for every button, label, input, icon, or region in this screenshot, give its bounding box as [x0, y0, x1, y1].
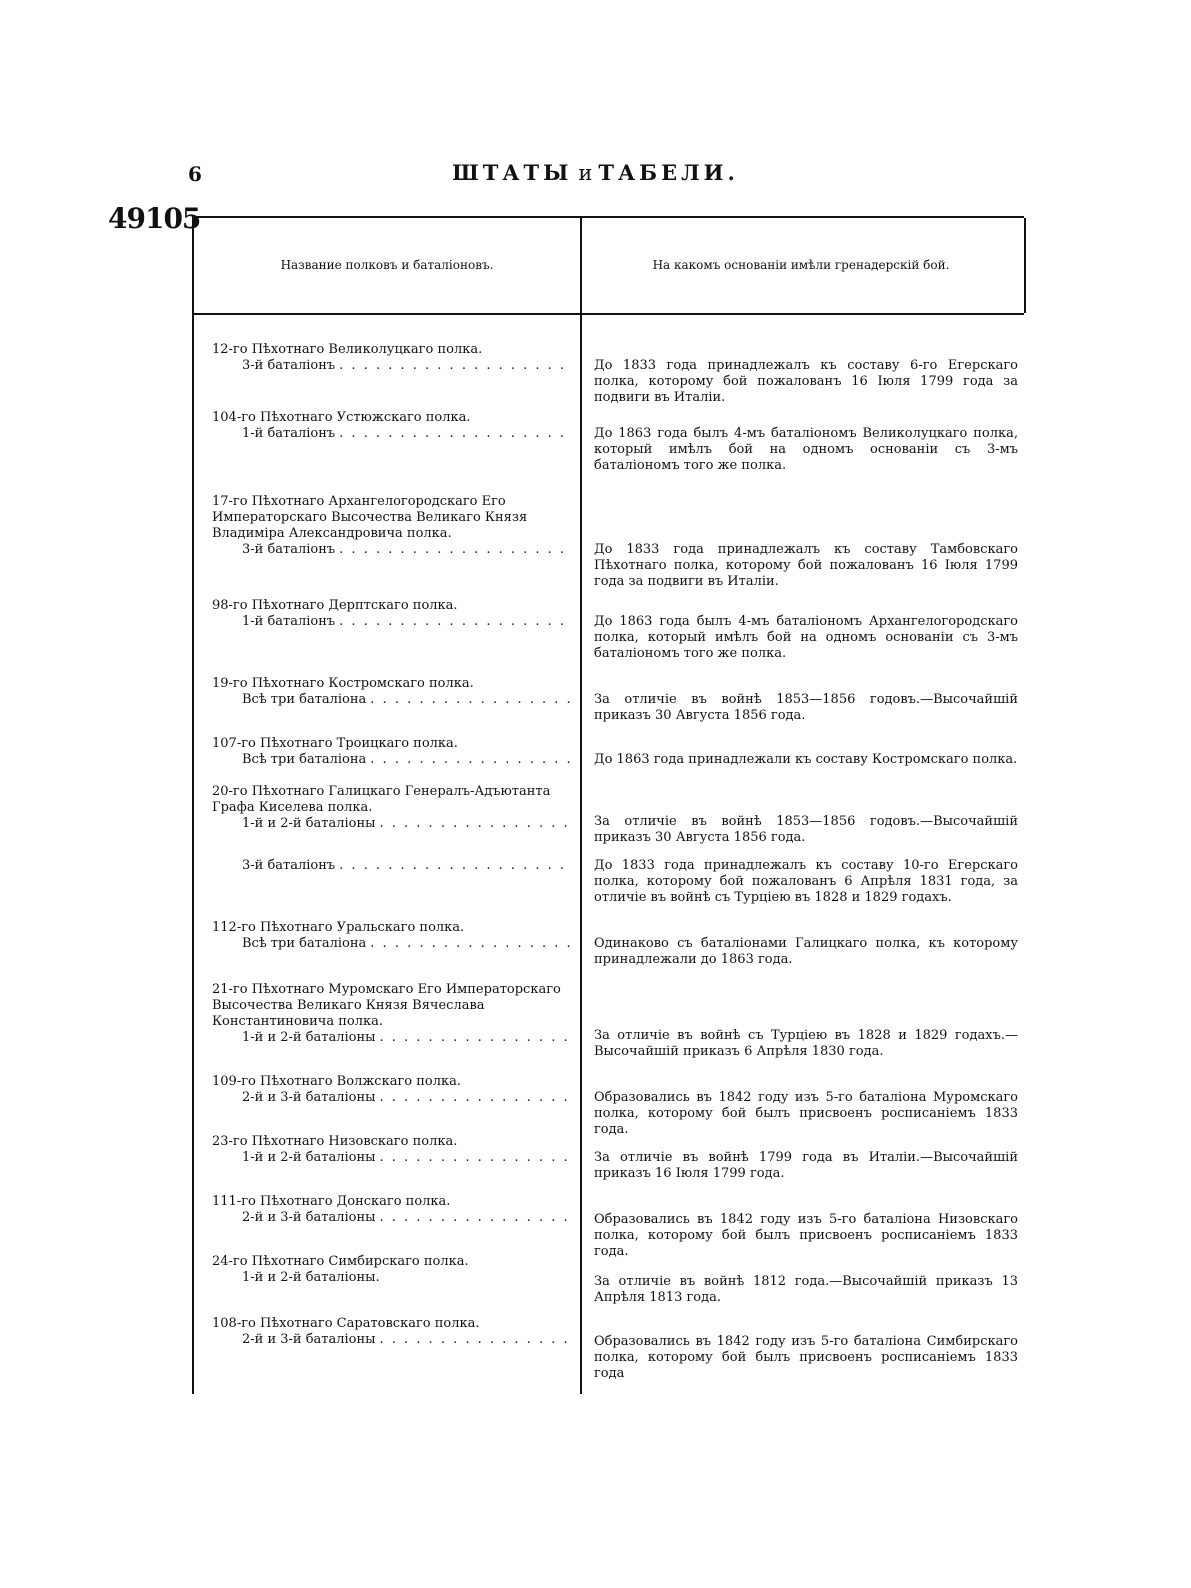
battalion: 2-й и 3-й баталіоны: [242, 1332, 376, 1347]
grenadier-basis: До 1833 года принадлежалъ къ составу 6-го Егерскаго полка, которому бой пожалованъ 16 Іюля 1799 года за подвиги въ Италіи.: [594, 358, 1018, 405]
battalion: Всѣ три баталіона: [242, 752, 367, 767]
column-divider: [580, 218, 582, 1394]
unit-name: 109-го Пѣхотнаго Волжскаго полка.: [212, 1074, 461, 1089]
title-part-a: ШТАТЫ: [452, 160, 573, 185]
unit-name: 23-го Пѣхотнаго Низовскаго полка.: [212, 1134, 458, 1149]
unit-name: 24-го Пѣхотнаго Симбирскаго полка.: [212, 1254, 469, 1269]
unit-name: 21-го Пѣхотнаго Муромскаго Его Императорскаго Высочества Великаго Князя Вячеслава Константиновича полка.: [212, 982, 561, 1029]
grenadier-basis: За отличіе въ войнѣ 1853—1856 годовъ.—Высочайшій приказъ 30 Августа 1856 года.: [594, 814, 1018, 845]
grenadier-basis: До 1833 года принадлежалъ къ составу 10-го Егерскаго полка, которому бой пожалованъ 6 Апрѣля 1831 года, за отличіе въ войнѣ съ Турціею въ 1828 и 1829 годахъ.: [594, 858, 1018, 905]
unit-name: 111-го Пѣхотнаго Донскаго полка.: [212, 1194, 451, 1209]
unit-name: 104-го Пѣхотнаго Устюжскаго полка.: [212, 410, 471, 425]
grenadier-basis: За отличіе въ войнѣ съ Турціею въ 1828 и 1829 годахъ.—Высочайшій приказъ 6 Апрѣля 1830 года.: [594, 1028, 1018, 1059]
battalion: 3-й баталіонъ: [242, 542, 336, 557]
title-part-b: ТАБЕЛИ.: [598, 160, 739, 185]
table-row: [198, 784, 570, 832]
battalion: 1-й баталіонъ: [242, 426, 336, 441]
table-row: [198, 342, 570, 374]
page-number: 6: [188, 162, 202, 186]
grenadier-basis: За отличіе въ войнѣ 1799 года въ Италіи.—Высочайшій приказъ 16 Іюля 1799 года.: [594, 1150, 1018, 1181]
unit-name: 107-го Пѣхотнаго Троицкаго полка.: [212, 736, 458, 751]
table-row: [198, 982, 570, 1046]
grenadier-basis: До 1833 года принадлежалъ къ составу Тамбовскаго Пѣхотнаго полка, которому бой пожалованъ 16 Іюля 1799 года за подвиги въ Италіи.: [594, 542, 1018, 589]
battalion: 1-й и 2-й баталіоны.: [242, 1270, 380, 1285]
title-conjunction: и: [578, 161, 593, 185]
document-number: 49105: [108, 202, 201, 235]
unit-name: 98-го Пѣхотнаго Дерптскаго полка.: [212, 598, 458, 613]
battalion: 3-й баталіонъ: [242, 358, 336, 373]
unit-name: 12-го Пѣхотнаго Великолуцкаго полка.: [212, 342, 483, 357]
table-row: [198, 1194, 570, 1226]
grenadier-basis: Образовались въ 1842 году изъ 5-го баталіона Низовскаго полка, которому бой былъ присвоенъ росписаніемъ 1833 года.: [594, 1212, 1018, 1259]
unit-name: 19-го Пѣхотнаго Костромскаго полка.: [212, 676, 474, 691]
table-row: [198, 494, 570, 558]
table-row: [198, 676, 570, 708]
header-divider: [194, 313, 1024, 315]
table-row: [198, 1074, 570, 1106]
column-header-basis: На какомъ основаніи имѣли гренадерскій бой.: [652, 258, 950, 272]
table-right-rule: [1024, 218, 1026, 313]
battalion: Всѣ три баталіона: [242, 692, 367, 707]
battalion: 1-й и 2-й баталіоны: [242, 1150, 376, 1165]
grenadier-basis: До 1863 года былъ 4-мъ баталіономъ Великолуцкаго полка, который имѣлъ бой на одномъ основаніи съ 3-мъ баталіономъ того же полка.: [594, 426, 1018, 473]
table-row: [198, 410, 570, 442]
unit-name: 108-го Пѣхотнаго Саратовскаго полка.: [212, 1316, 480, 1331]
grenadier-basis: До 1863 года былъ 4-мъ баталіономъ Архангелогородскаго полка, который имѣлъ бой на одномъ основаніи съ 3-мъ баталіономъ того же полка.: [594, 614, 1018, 661]
grenadier-basis: Образовались въ 1842 году изъ 5-го баталіона Симбирскаго полка, которому бой былъ присвоенъ росписаніемъ 1833 года: [594, 1334, 1018, 1381]
grenadier-basis: За отличіе въ войнѣ 1812 года.—Высочайшій приказъ 13 Апрѣля 1813 года.: [594, 1274, 1018, 1305]
unit-name: 20-го Пѣхотнаго Галицкаго Генералъ-Адъютанта Графа Киселева полка.: [212, 784, 551, 815]
running-title: [0, 160, 1191, 185]
battalion: 2-й и 3-й баталіоны: [242, 1210, 376, 1225]
battalion: 1-й и 2-й баталіоны: [242, 1030, 376, 1045]
table-row: [198, 858, 570, 874]
battalion: 1-й и 2-й баталіоны: [242, 816, 376, 831]
column-header-units: Название полковъ и баталіоновъ.: [280, 258, 494, 272]
battalion: Всѣ три баталіона: [242, 936, 367, 951]
table-row: [198, 1134, 570, 1166]
battalion: 3-й баталіонъ: [242, 858, 336, 873]
grenadier-basis: За отличіе въ войнѣ 1853—1856 годовъ.—Высочайшій приказъ 30 Августа 1856 года.: [594, 692, 1018, 723]
battalion: 1-й баталіонъ: [242, 614, 336, 629]
grenadier-basis: Одинаково съ баталіонами Галицкаго полка, къ которому принадлежали до 1863 года.: [594, 936, 1018, 967]
grenadier-basis: До 1863 года принадлежали къ составу Костромскаго полка.: [594, 752, 1018, 767]
table-row: [198, 1254, 570, 1286]
table-row: [198, 736, 570, 768]
unit-name: 17-го Пѣхотнаго Архангелогородскаго Его Императорскаго Высочества Великаго Князя Владиміра Александровича полка.: [212, 494, 528, 541]
unit-name: 112-го Пѣхотнаго Уральскаго полка.: [212, 920, 465, 935]
table-row: [198, 1316, 570, 1348]
battalion: 2-й и 3-й баталіоны: [242, 1090, 376, 1105]
grenadier-basis: Образовались въ 1842 году изъ 5-го баталіона Муромскаго полка, которому бой былъ присвоенъ росписаніемъ 1833 года.: [594, 1090, 1018, 1137]
table-row: [198, 598, 570, 630]
table-row: [198, 920, 570, 952]
